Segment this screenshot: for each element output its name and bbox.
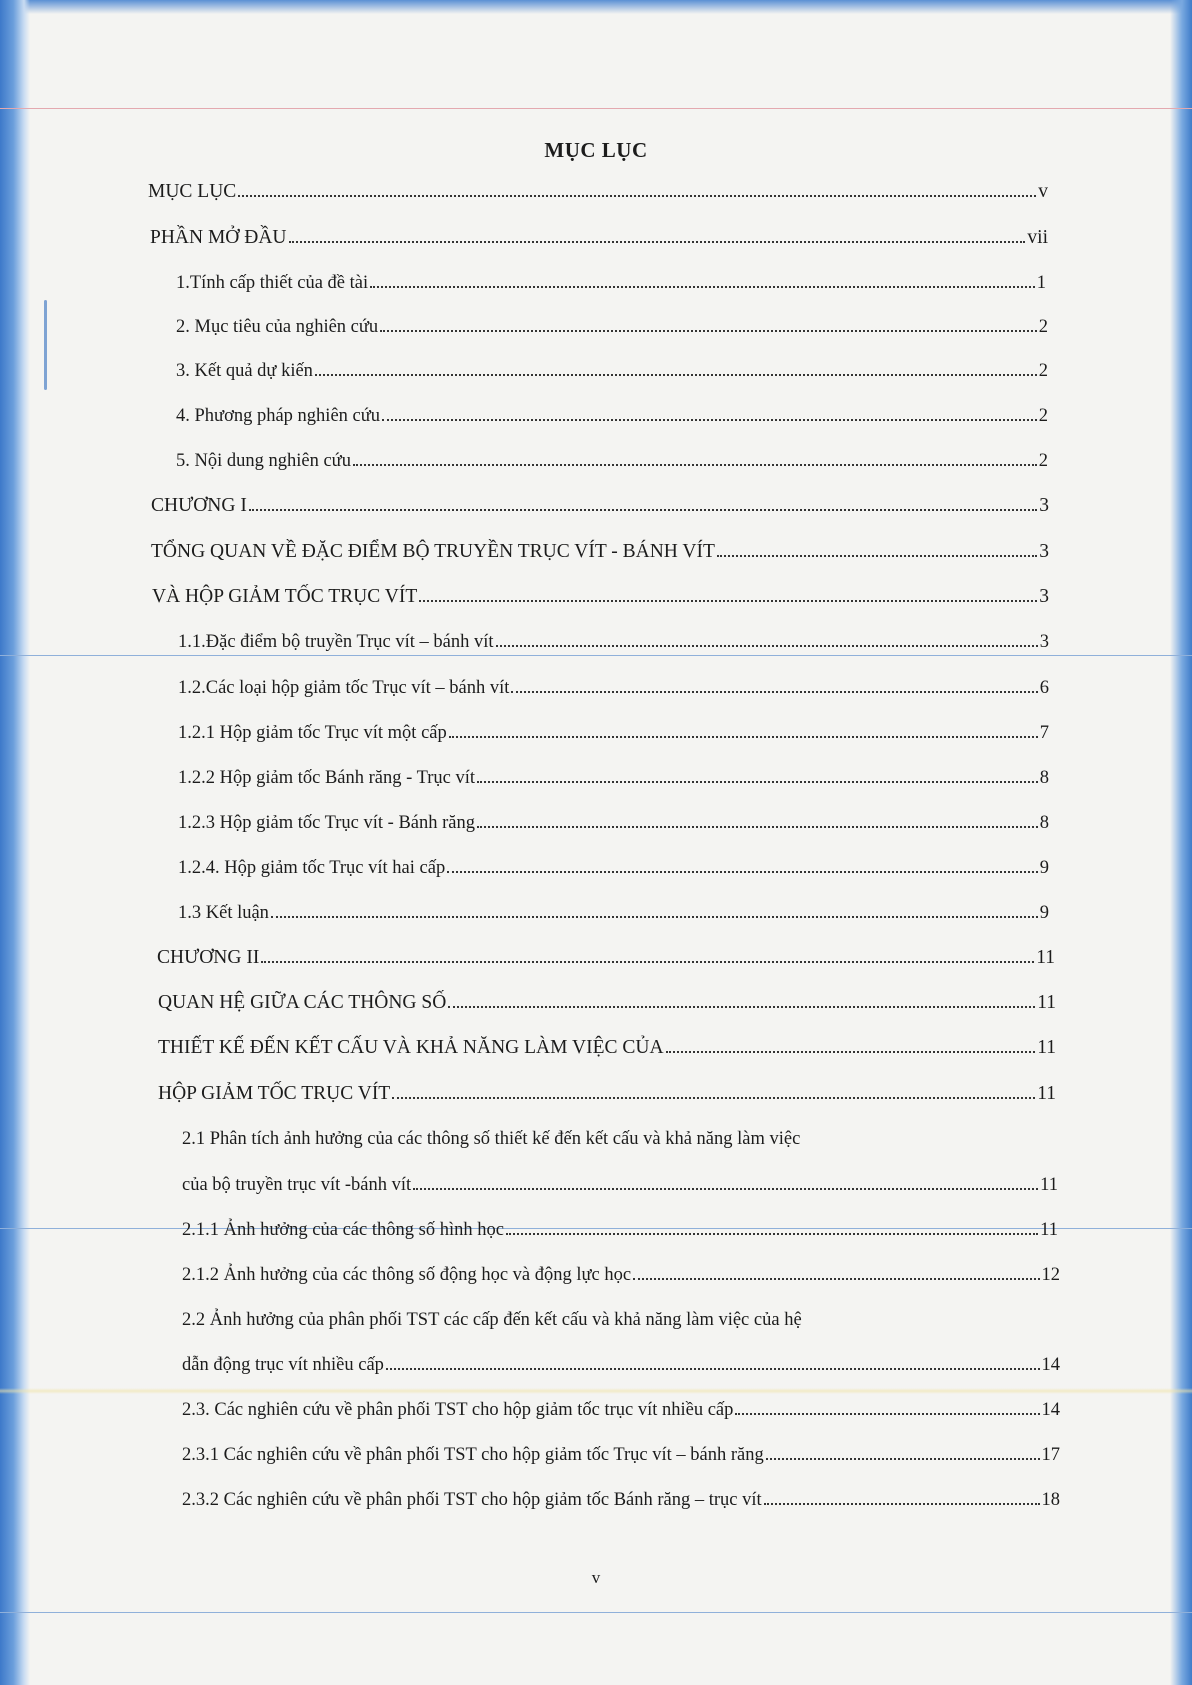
toc-entry: [158, 1082, 1056, 1106]
leader-dots: [370, 286, 1035, 288]
toc-entry: [182, 1218, 1058, 1242]
toc-entry: [178, 856, 1049, 880]
leader-dots: [477, 781, 1038, 783]
toc-entry: [158, 991, 1056, 1015]
toc-entry-page: 12: [1041, 1265, 1060, 1285]
toc-entry: [182, 1263, 1060, 1287]
toc-entry: [182, 1488, 1060, 1512]
toc-entry: [158, 1036, 1056, 1060]
leader-dots: [447, 871, 1038, 873]
toc-entry-label: CHƯƠNG II: [157, 947, 260, 968]
toc-entry-label: 4. Phương pháp nghiên cứu: [176, 406, 381, 426]
toc-entry-page: 11: [1037, 1083, 1056, 1104]
leader-dots: [506, 1233, 1038, 1235]
leader-dots: [386, 1368, 1040, 1370]
toc-entry: [178, 901, 1049, 925]
toc-entry: [152, 585, 1049, 609]
toc-entry: [182, 1127, 1058, 1151]
toc-entry: [151, 540, 1049, 564]
leader-dots: [666, 1051, 1036, 1053]
toc-entry-page: 17: [1041, 1445, 1060, 1465]
leader-dots: [289, 241, 1026, 243]
leader-dots: [735, 1413, 1039, 1415]
toc-entry-label: 1.2.1 Hộp giảm tốc Trục vít một cấp: [178, 723, 447, 743]
leader-dots: [353, 464, 1037, 466]
toc-entry-label: 2.1.1 Ảnh hưởng của các thông số hình học: [182, 1220, 504, 1240]
leader-dots: [764, 1503, 1040, 1505]
toc-entry: [148, 180, 1048, 204]
toc-entry-page: 8: [1039, 813, 1049, 833]
toc-entry-label: 2.2 Ảnh hưởng của phân phối TST các cấp đến kết cấu và khả năng làm việc của hệ: [182, 1310, 802, 1330]
toc-entry-page: 11: [1037, 992, 1056, 1013]
leader-dots: [419, 600, 1037, 602]
toc-entry-page: 18: [1041, 1490, 1060, 1510]
toc-entry: [176, 404, 1048, 428]
toc-entry-label: 1.2.3 Hộp giảm tốc Trục vít - Bánh răng: [178, 813, 476, 833]
toc-entry-page: 14: [1041, 1355, 1060, 1375]
toc-entry-page: 3: [1039, 632, 1049, 652]
toc-entry-label: 1.2.4. Hộp giảm tốc Trục vít hai cấp: [178, 858, 446, 878]
toc-entry: [182, 1308, 1060, 1332]
toc-entry-label: 2.3.2 Các nghiên cứu về phân phối TST cho hộp giảm tốc Bánh răng – trục vít: [182, 1490, 762, 1510]
leader-dots: [511, 691, 1037, 693]
leader-dots: [238, 195, 1036, 197]
toc-entry-label: 2.1 Phân tích ảnh hưởng của các thông số thiết kế đến kết cấu và khả năng làm việc: [182, 1129, 801, 1149]
toc-entry: [151, 494, 1049, 518]
leader-dots: [496, 645, 1038, 647]
toc-entry-label: 1.1.Đặc điểm bộ truyền Trục vít – bánh vít: [178, 632, 494, 652]
toc-entry: [178, 721, 1049, 745]
toc-entry-page: 9: [1039, 903, 1049, 923]
toc-entry-label: MỤC LỤC: [148, 181, 237, 202]
toc-entry: [176, 449, 1048, 473]
toc-entry-page: 14: [1041, 1400, 1060, 1420]
toc-entry: [182, 1443, 1060, 1467]
toc-entry-label: VÀ HỘP GIẢM TỐC TRỤC VÍT: [152, 586, 418, 607]
leader-dots: [766, 1458, 1040, 1460]
leader-dots: [261, 961, 1034, 963]
toc-entry: [182, 1173, 1058, 1197]
toc-entry: [176, 315, 1048, 339]
toc-entry-page: 11: [1040, 1220, 1058, 1240]
toc-entry: [182, 1353, 1060, 1377]
toc-entry-label: CHƯƠNG I: [151, 495, 247, 516]
toc-entry: [178, 811, 1049, 835]
leader-dots: [633, 1278, 1039, 1280]
toc-entry-label: 3. Kết quả dự kiến: [176, 361, 313, 381]
toc-entry-label: 1.Tính cấp thiết của đề tài: [176, 273, 369, 293]
toc-entry-page: 7: [1039, 723, 1049, 743]
toc-entry-page: 11: [1040, 1175, 1058, 1195]
leader-dots: [448, 1006, 1035, 1008]
toc-entry-label: 2.3. Các nghiên cứu về phân phối TST cho hộp giảm tốc trục vít nhiều cấp: [182, 1400, 734, 1420]
toc-entry: [150, 226, 1048, 250]
toc-entry: [176, 359, 1048, 383]
toc-entry-label: 2.1.2 Ảnh hưởng của các thông số động học và động lực học: [182, 1265, 632, 1285]
toc-entry-label: 1.2.Các loại hộp giảm tốc Trục vít – bánh vít: [178, 678, 510, 698]
toc-entry-page: 2: [1038, 451, 1048, 471]
leader-dots: [449, 736, 1038, 738]
toc-entry-page: 9: [1039, 858, 1049, 878]
leader-dots: [271, 916, 1038, 918]
leader-dots: [382, 419, 1037, 421]
toc-entry-label: THIẾT KẾ ĐẾN KẾT CẤU VÀ KHẢ NĂNG LÀM VIỆC CỦA: [158, 1037, 664, 1058]
toc-entry-page: 3: [1039, 586, 1049, 607]
leader-dots: [392, 1097, 1035, 1099]
toc-entry: [178, 766, 1049, 790]
toc-entry: [182, 1398, 1060, 1422]
toc-entry-label: HỘP GIẢM TỐC TRỤC VÍT: [158, 1083, 391, 1104]
leader-dots: [477, 826, 1038, 828]
toc-entry-page: 11: [1037, 1037, 1056, 1058]
toc-entry-page: 11: [1036, 947, 1055, 968]
toc-entry-label: 5. Nội dung nghiên cứu: [176, 451, 351, 471]
toc-entry-label: PHẦN MỞ ĐẦU: [150, 227, 287, 248]
toc-entry-page: 2: [1038, 361, 1048, 381]
page-title: MỤC LỤC: [544, 138, 648, 163]
leader-dots: [315, 374, 1037, 376]
toc-entry-page: 6: [1039, 678, 1049, 698]
toc-entry-label: 2.3.1 Các nghiên cứu về phân phối TST cho hộp giảm tốc Trục vít – bánh răng: [182, 1445, 764, 1465]
leader-dots: [249, 509, 1037, 511]
toc-entry: [176, 271, 1046, 295]
toc-entry-page: v: [1038, 181, 1048, 202]
toc-entry-label: của bộ truyền trục vít -bánh vít: [182, 1175, 412, 1195]
toc-entry-label: TỔNG QUAN VỀ ĐẶC ĐIỂM BỘ TRUYỀN TRỤC VÍT - BÁNH VÍT: [151, 541, 715, 562]
page-number: v: [591, 1568, 601, 1587]
toc-entry-label: dẫn động trục vít nhiều cấp: [182, 1355, 384, 1375]
toc-entry-label: 1.3 Kết luận: [178, 903, 269, 923]
toc-entry-page: 3: [1039, 495, 1049, 516]
toc-entry: [157, 946, 1055, 970]
toc-entry-page: vii: [1027, 227, 1048, 248]
leader-dots: [717, 555, 1037, 557]
toc-entry: [178, 630, 1049, 654]
toc-entry-label: QUAN HỆ GIỮA CÁC THÔNG SỐ: [158, 992, 447, 1013]
toc-entry-label: 1.2.2 Hộp giảm tốc Bánh răng - Trục vít: [178, 768, 476, 788]
toc-entry: [178, 676, 1049, 700]
toc-entry-page: 8: [1039, 768, 1049, 788]
toc-entry-page: 2: [1038, 317, 1048, 337]
leader-dots: [380, 330, 1037, 332]
toc-entry-label: 2. Mục tiêu của nghiên cứu: [176, 317, 379, 337]
toc-entry-page: 2: [1038, 406, 1048, 426]
toc-entry-page: 3: [1039, 541, 1049, 562]
leader-dots: [413, 1188, 1038, 1190]
toc-entry-page: 1: [1036, 273, 1046, 293]
